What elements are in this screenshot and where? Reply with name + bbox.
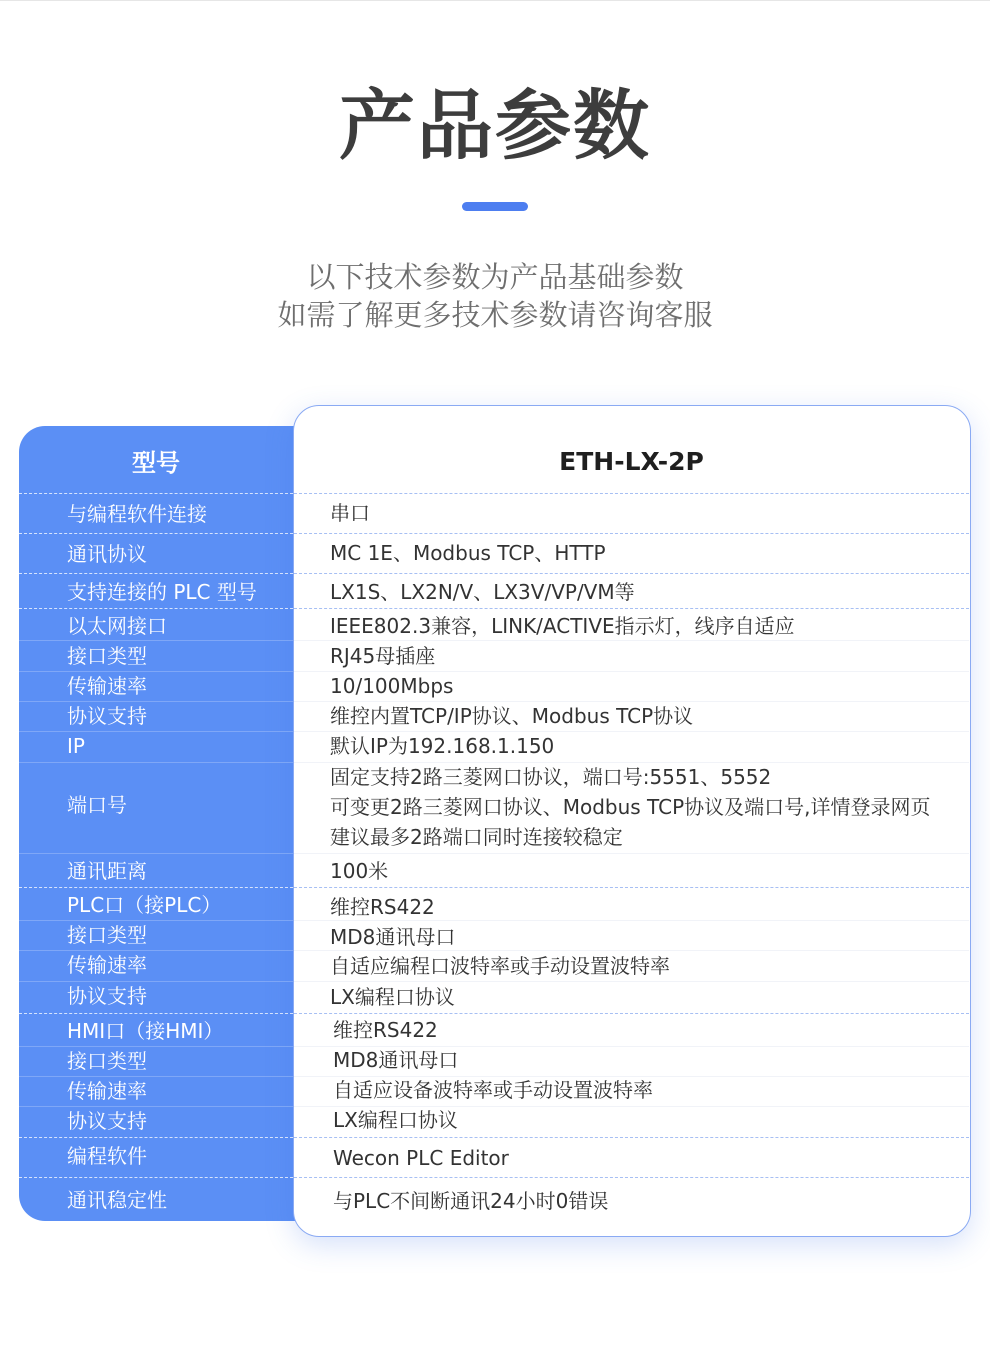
row-divider: [19, 573, 293, 574]
spec-label-panel: [19, 426, 319, 1221]
spec-label: 传输速率: [67, 953, 147, 977]
subrow-divider: [19, 671, 293, 672]
subrow-divider: [294, 950, 969, 951]
row-divider: [19, 1013, 293, 1014]
row-divider: [294, 1177, 969, 1178]
header-label: 型号: [132, 449, 180, 477]
spec-label: 接口类型: [67, 1049, 147, 1073]
header-model: ETH-LX-2P: [559, 447, 704, 476]
spec-value: 自适应编程口波特率或手动设置波特率: [330, 954, 670, 978]
row-divider: [19, 1177, 293, 1178]
spec-label: PLC口（接PLC）: [67, 893, 222, 917]
spec-value: 维控RS422: [330, 895, 435, 919]
spec-value: MC 1E、Modbus TCP、HTTP: [330, 541, 606, 565]
subrow-divider: [19, 981, 293, 982]
subrow-divider: [19, 701, 293, 702]
subrow-divider: [19, 731, 293, 732]
row-divider: [294, 1013, 969, 1014]
row-divider: [294, 533, 969, 534]
row-divider: [19, 533, 293, 534]
spec-value: 100米: [330, 859, 389, 883]
subrow-divider: [19, 1046, 293, 1047]
subrow-divider: [294, 762, 969, 763]
spec-value: 固定支持2路三菱网口协议，端口号:5551、5552: [330, 765, 772, 789]
spec-label: IP: [67, 734, 85, 758]
row-divider: [294, 608, 969, 609]
spec-value: LX1S、LX2N/V、LX3V/VP/VM等: [330, 580, 635, 604]
spec-value: 与PLC不间断通讯24小时0错误: [333, 1189, 609, 1213]
spec-value: 可变更2路三菱网口协议、Modbus TCP协议及端口号,详情登录网页: [330, 795, 931, 819]
subrow-divider: [19, 762, 293, 763]
page-subtitle: [0, 258, 990, 334]
row-divider: [19, 608, 293, 609]
spec-value: IEEE802.3兼容，LINK/ACTIVE指示灯，线序自适应: [330, 614, 795, 638]
title-accent-bar: [462, 202, 528, 211]
spec-value: 默认IP为192.168.1.150: [330, 734, 555, 758]
spec-label: 传输速率: [67, 1079, 147, 1103]
spec-label: 以太网接口: [67, 614, 167, 638]
spec-label: 传输速率: [67, 674, 147, 698]
spec-value: 建议最多2路端口同时连接较稳定: [330, 825, 623, 849]
spec-label: 通讯协议: [67, 542, 147, 566]
spec-label: 支持连接的 PLC 型号: [67, 580, 257, 604]
spec-label: 通讯距离: [67, 859, 147, 883]
spec-label: 协议支持: [67, 1109, 147, 1133]
row-divider: [294, 1137, 969, 1138]
spec-value: MD8通讯母口: [330, 925, 456, 949]
spec-value: 10/100Mbps: [330, 674, 454, 698]
top-divider: [0, 0, 990, 1]
spec-value: RJ45母插座: [330, 644, 436, 668]
subtitle-line-2: 如需了解更多技术参数请咨询客服: [277, 298, 713, 332]
spec-label: 协议支持: [67, 984, 147, 1008]
spec-value: 自适应设备波特率或手动设置波特率: [333, 1078, 653, 1102]
row-divider: [19, 493, 293, 494]
subrow-divider: [294, 640, 969, 641]
subrow-divider: [19, 920, 293, 921]
subrow-divider: [19, 1076, 293, 1077]
spec-value: 维控RS422: [333, 1018, 438, 1042]
spec-value: Wecon PLC Editor: [333, 1146, 509, 1170]
spec-label: 编程软件: [67, 1144, 147, 1168]
spec-value: MD8通讯母口: [333, 1048, 459, 1072]
spec-label: 与编程软件连接: [67, 502, 207, 526]
spec-label: 通讯稳定性: [67, 1188, 167, 1212]
subrow-divider: [294, 731, 969, 732]
spec-value: 串口: [330, 501, 370, 525]
spec-value: 维控内置TCP/IP协议、Modbus TCP协议: [330, 704, 694, 728]
spec-label: HMI口（接HMI）: [67, 1019, 224, 1043]
spec-value: LX编程口协议: [333, 1108, 458, 1132]
subrow-divider: [294, 853, 969, 854]
row-divider: [294, 573, 969, 574]
subrow-divider: [294, 671, 969, 672]
subrow-divider: [294, 701, 969, 702]
subrow-divider: [294, 920, 969, 921]
subtitle-line-1: 以下技术参数为产品基础参数: [306, 260, 684, 294]
row-divider: [294, 887, 969, 888]
subrow-divider: [19, 950, 293, 951]
subrow-divider: [19, 1106, 293, 1107]
spec-label: 接口类型: [67, 923, 147, 947]
page-title: 产品参数: [339, 81, 651, 170]
row-divider: [294, 493, 969, 494]
spec-label: 接口类型: [67, 644, 147, 668]
row-divider: [19, 1137, 293, 1138]
spec-label: 协议支持: [67, 704, 147, 728]
subrow-divider: [19, 640, 293, 641]
spec-value: LX编程口协议: [330, 985, 455, 1009]
spec-label: 端口号: [67, 793, 127, 817]
row-divider: [19, 887, 293, 888]
subrow-divider: [294, 981, 969, 982]
subrow-divider: [19, 853, 293, 854]
